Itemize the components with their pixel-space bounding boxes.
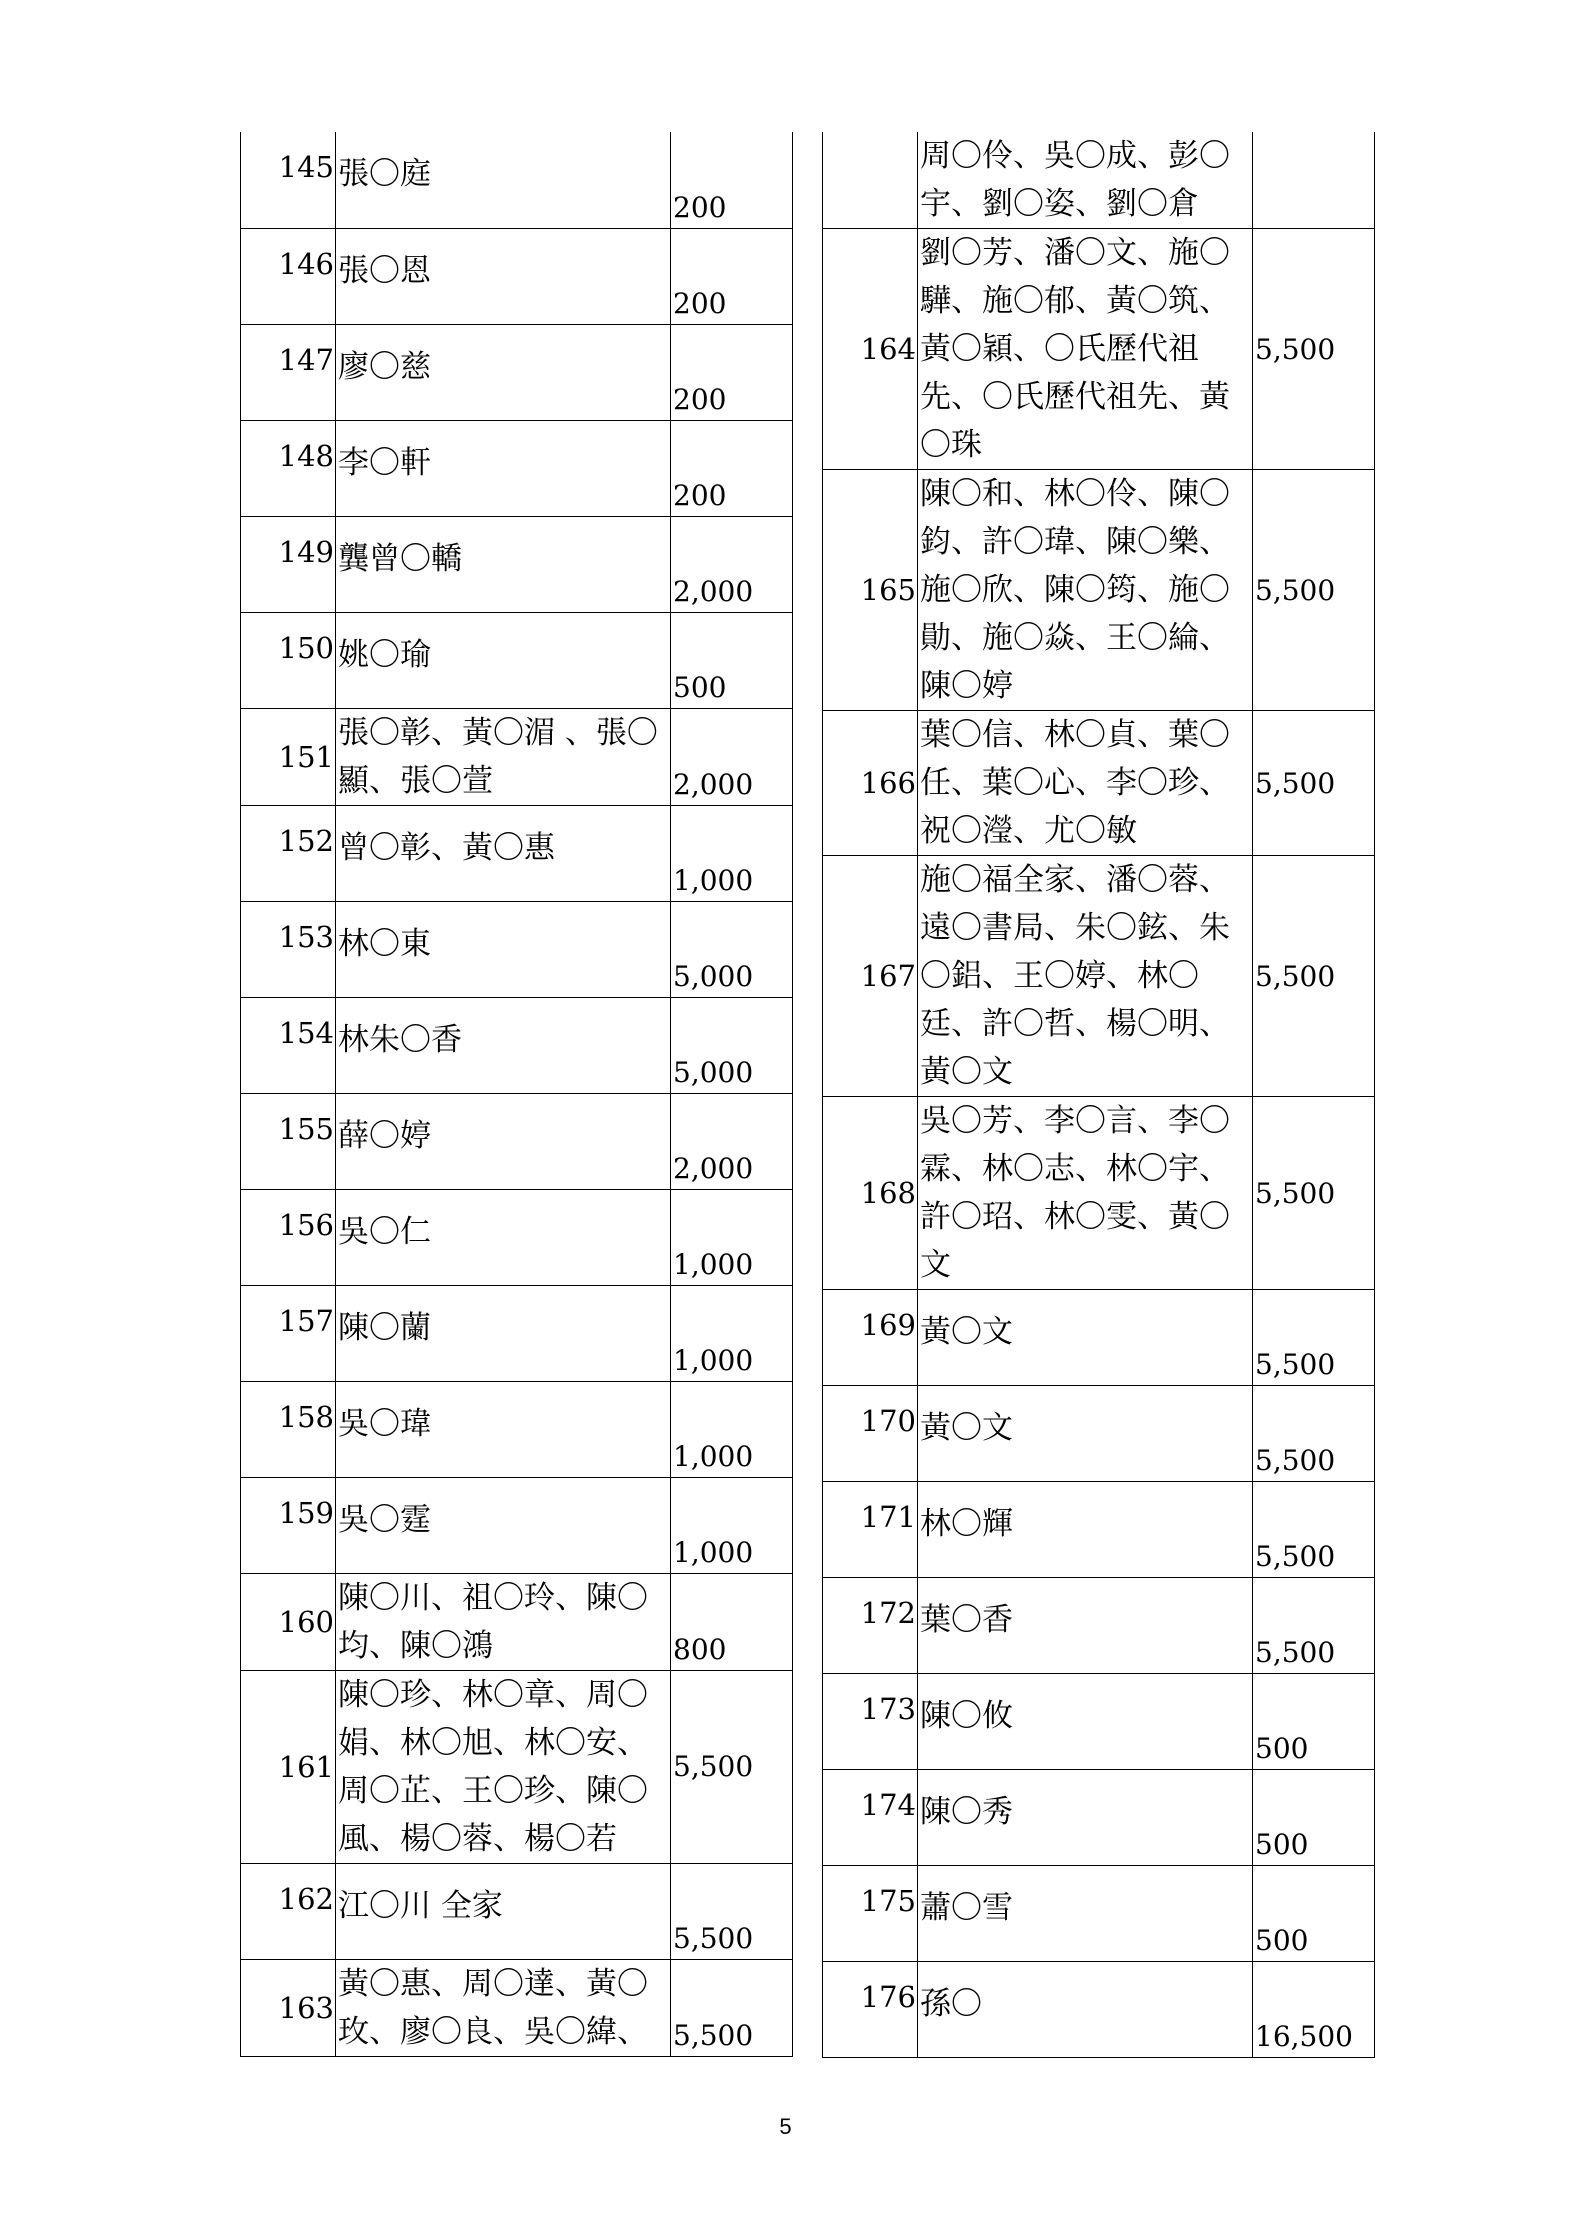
row-number [823,132,918,229]
donor-names: 林朱〇香 [336,997,671,1093]
table-row [241,1285,793,1381]
donation-amount: 5,500 [1253,470,1375,711]
donation-amount: 1,000 [671,1285,793,1381]
donor-names: 廖〇慈 [336,324,671,420]
row-number: 170 [823,1386,918,1482]
donor-names: 周〇伶、吳〇成、彭〇宇、劉〇姿、劉〇倉 [918,132,1253,229]
table-row [823,470,1375,711]
table-row [241,805,793,901]
donor-names: 陳〇和、林〇伶、陳〇鈞、許〇瑋、陳〇樂、施〇欣、陳〇筠、施〇勛、施〇焱、王〇綸、陳〇婷 [918,470,1253,711]
table-row [241,1381,793,1477]
row-number: 175 [823,1866,918,1962]
donation-amount: 1,000 [671,1381,793,1477]
table-row [823,711,1375,856]
table-row [241,1093,793,1189]
donation-amount: 500 [671,612,793,708]
donation-amount: 5,500 [671,1670,793,1863]
donation-amount: 16,500 [1253,1962,1375,2058]
donation-amount [1253,132,1375,229]
donor-names: 黃〇文 [918,1290,1253,1386]
donor-names: 陳〇蘭 [336,1285,671,1381]
row-number: 165 [823,470,918,711]
row-number: 167 [823,856,918,1097]
table-row [823,856,1375,1097]
donation-amount: 800 [671,1573,793,1670]
row-number: 159 [241,1477,336,1573]
row-number: 154 [241,997,336,1093]
row-number: 166 [823,711,918,856]
donor-names: 吳〇仁 [336,1189,671,1285]
donor-names: 施〇福全家、潘〇蓉、遠〇書局、朱〇鉉、朱〇鋁、王〇婷、林〇廷、許〇哲、楊〇明、黃〇文 [918,856,1253,1097]
row-number: 161 [241,1670,336,1863]
row-number: 174 [823,1770,918,1866]
row-number: 149 [241,516,336,612]
donation-amount: 2,000 [671,708,793,805]
table-row [823,1482,1375,1578]
donation-amount: 5,500 [1253,1482,1375,1578]
donation-amount: 5,500 [671,1863,793,1959]
table-row [241,228,793,324]
table-row [241,1477,793,1573]
donation-amount: 2,000 [671,1093,793,1189]
row-number: 163 [241,1959,336,2056]
donor-names: 薛〇婷 [336,1093,671,1189]
donation-amount: 200 [671,132,793,228]
table-row [823,1386,1375,1482]
row-number: 172 [823,1578,918,1674]
row-number: 157 [241,1285,336,1381]
donation-amount: 1,000 [671,1477,793,1573]
table-row [241,708,793,805]
donor-names: 林〇東 [336,901,671,997]
table-row [823,1578,1375,1674]
row-number: 160 [241,1573,336,1670]
table-row [241,901,793,997]
row-number: 171 [823,1482,918,1578]
donor-names: 吳〇霆 [336,1477,671,1573]
donor-names: 張〇庭 [336,132,671,228]
row-number: 147 [241,324,336,420]
table-row [241,420,793,516]
table-row [823,1097,1375,1290]
donation-amount: 200 [671,420,793,516]
donor-names: 林〇輝 [918,1482,1253,1578]
table-row [241,997,793,1093]
table-row [823,1866,1375,1962]
table-row [241,612,793,708]
donor-names: 吳〇瑋 [336,1381,671,1477]
donor-names: 陳〇秀 [918,1770,1253,1866]
donor-names: 陳〇珍、林〇章、周〇娟、林〇旭、林〇安、周〇芷、王〇珍、陳〇風、楊〇蓉、楊〇若 [336,1670,671,1863]
table-row [241,1189,793,1285]
donor-names: 吳〇芳、李〇言、李〇霖、林〇志、林〇宇、許〇玿、林〇雯、黃〇文 [918,1097,1253,1290]
table-row [241,132,793,228]
donation-amount: 200 [671,324,793,420]
donor-names: 陳〇攸 [918,1674,1253,1770]
row-number: 173 [823,1674,918,1770]
row-number: 148 [241,420,336,516]
row-number: 152 [241,805,336,901]
donation-amount: 5,500 [1253,1578,1375,1674]
donor-names: 孫〇 [918,1962,1253,2058]
donor-names: 黃〇惠、周〇達、黃〇玫、廖〇良、吳〇緯、 [336,1959,671,2056]
table-row [241,1863,793,1959]
donor-names: 劉〇芳、潘〇文、施〇驊、施〇郁、黃〇筑、黃〇穎、〇氏歷代祖先、〇氏歷代祖先、黃〇珠 [918,229,1253,470]
donation-amount: 1,000 [671,805,793,901]
donation-amount: 5,500 [1253,711,1375,856]
donor-names: 姚〇瑜 [336,612,671,708]
donation-amount: 5,000 [671,901,793,997]
table-row [823,229,1375,470]
donation-amount: 5,500 [1253,1097,1375,1290]
row-number: 150 [241,612,336,708]
donation-amount: 2,000 [671,516,793,612]
donation-amount: 5,500 [1253,856,1375,1097]
donation-amount: 5,500 [671,1959,793,2056]
donor-names: 李〇軒 [336,420,671,516]
row-number: 176 [823,1962,918,2058]
donation-amount: 5,000 [671,997,793,1093]
row-number: 145 [241,132,336,228]
donation-amount: 1,000 [671,1189,793,1285]
page-number: 5 [779,2114,792,2139]
donor-names: 張〇彰、黃〇湄 、張〇顯、張〇萱 [336,708,671,805]
donor-names: 張〇恩 [336,228,671,324]
table-row [823,1770,1375,1866]
table-row [241,324,793,420]
table-row [241,1670,793,1863]
row-number: 168 [823,1097,918,1290]
donor-names: 葉〇香 [918,1578,1253,1674]
donation-amount: 5,500 [1253,1386,1375,1482]
row-number: 146 [241,228,336,324]
table-row [823,1290,1375,1386]
donor-names: 江〇川 全家 [336,1863,671,1959]
donation-amount: 500 [1253,1674,1375,1770]
donor-names: 曾〇彰、黃〇惠 [336,805,671,901]
table-row [241,1959,793,2056]
donor-names: 蕭〇雪 [918,1866,1253,1962]
donation-amount: 500 [1253,1866,1375,1962]
row-number: 155 [241,1093,336,1189]
row-number: 151 [241,708,336,805]
donor-names: 黃〇文 [918,1386,1253,1482]
donation-amount: 500 [1253,1770,1375,1866]
donation-amount: 5,500 [1253,229,1375,470]
table-row [823,132,1375,229]
row-number: 169 [823,1290,918,1386]
donor-names: 陳〇川、祖〇玲、陳〇均、陳〇鴻 [336,1573,671,1670]
donor-table-right [822,132,1375,2058]
row-number: 162 [241,1863,336,1959]
table-row [241,1573,793,1670]
table-row [823,1962,1375,2058]
donation-amount: 200 [671,228,793,324]
donor-names: 葉〇信、林〇貞、葉〇任、葉〇心、李〇珍、祝〇瀅、尤〇敏 [918,711,1253,856]
table-row [241,516,793,612]
donor-names: 龔曾〇轎 [336,516,671,612]
donation-amount: 5,500 [1253,1290,1375,1386]
row-number: 164 [823,229,918,470]
row-number: 153 [241,901,336,997]
table-row [823,1674,1375,1770]
donor-table-left [240,132,793,2057]
row-number: 158 [241,1381,336,1477]
row-number: 156 [241,1189,336,1285]
